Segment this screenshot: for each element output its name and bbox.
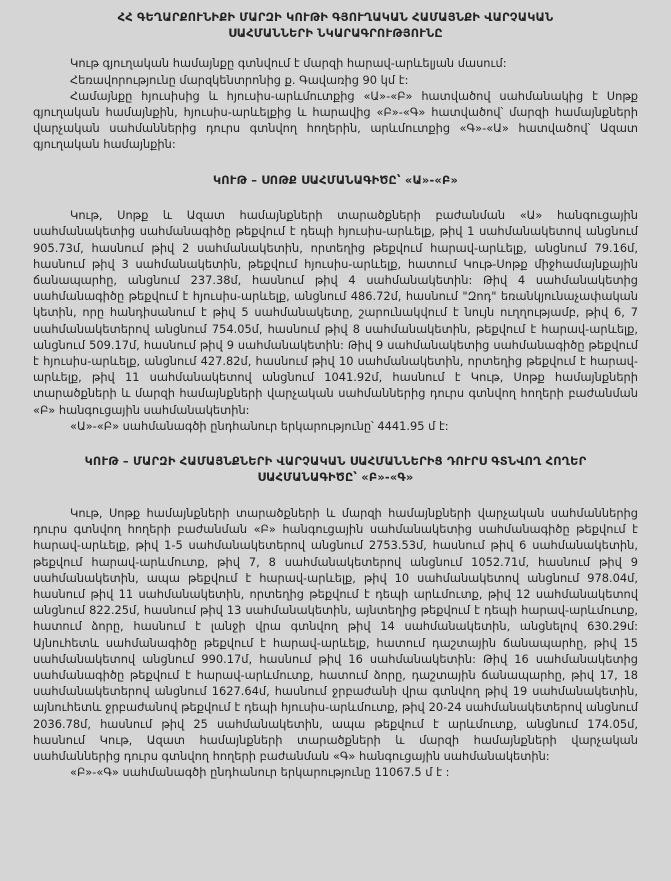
document-title-line1: ՀՀ ԳԵՂԱՐՔՈՒՆԻՔԻ ՄԱՐԶԻ ԿՈՒԹԻ ԳՅՈՒՂԱԿԱՆ ՀԱՄԱՅՆՔԻ ՎԱՐՉԱԿԱՆ [117, 10, 554, 24]
intro-paragraph-neighbors: Համայնքը հյուսիսից և հյուսիս-արևմուտքից «Ա»-«Բ» հատվածով սահմանակից է Սոթք գյուղական համայնքին, հյուսիս-արևելքից և հարավից «Բ»-«Գ» հատվածով՝ մարզի համայնքների վարչական սահմաններից դուրս գտնվող հողերին, արևմուտքից «Գ»-«Ա» հատվածով՝ Ազատ գյուղական համայնքին: [33, 88, 638, 152]
section1-total-length: «Ա»-«Բ» սահմանագծի ընդհանուր երկարությունը՝ 4441.95 մ է: [70, 418, 449, 433]
section1-header: ԿՈՒԹ – ՍՈԹՔ ՍԱՀՄԱՆԱԳԻԾԸ՝ «Ա»-«Բ» [212, 172, 459, 187]
intro-paragraph-distance: Հեռավորությունը մարզկենտրոնից ք. Գավառից 90 կմ է: [70, 72, 409, 87]
document-title-line2: ՍԱՀՄԱՆՆԵՐԻ ՆԿԱՐԱԳՐՈՒԹՅՈՒՆԸ [228, 26, 443, 41]
section2-header: ԿՈՒԹ – ՄԱՐԶԻ ՀԱՄԱՅՆՔՆԵՐԻ ՎԱՐՉԱԿԱՆ ՍԱՀՄԱՆՆԵՐԻՑ ԴՈՒՐՍ ԳՏՆՎՈՂ ՀՈՂԵՐ ՍԱՀՄԱՆԱԳԻԾԸ՝ «Բ»-«Գ» [84, 453, 587, 485]
document-title [33, 9, 638, 41]
section1-body: Կութ, Սոթք և Ազատ համայնքների տարածքների բաժանման «Ա» հանգուցային սահմանակետից սահմանագիծը թեքվում է դեպի հյուսիս-արևելք, թիվ 1 սահմանակետով անցնում 905.73մ, հասնում թիվ 2 սահմանակետին, որտեղից թեքվում հարավ-արևելք, անցնում 79.16մ, հասնում թիվ 3 սահմանակետին, թեքվում հյուսիս-արևելք, հատում Կութ-Սոթք միջհամայնքային ճանապարհը, անցնում 237.38մ, հասնում թիվ 4 սահմանակետին: Թիվ 4 սահմանակետից սահմանագիծը թեքվում է հյուսիս-արևելք, անցնում 486.72մ, հասնում "Զոդ" եռանկյունաչափական կետին, որը հանդիսանում է թիվ 5 սահմանակետը, շարունակվում է նույն ուղղությամբ, թիվ 6, 7 սահմանակետերով անցնում 754.05մ, հասնում թիվ 8 սահմանակետին, թեքվում է հարավ-արևելք, անցնում 509.17մ, հասնում թիվ 9 սահմանակետին: Թիվ 9 սահմանակետից սահմանագիծը թեքվում է հյուսիս-արևելք, անցնում 427.82մ, հասնում թիվ 10 սահմանակետին, որտեղից թեքվում է հարավ-արևելք, թիվ 11 սահմանակետով անցնում 1041.92մ, հասնում է Կութ, Սոթք համայնքների տարածքների և մարզի համայնքների վարչական սահմաններից դուրս գտնվող հողերի բաժանման «Բ» հանգուցային սահմանակետին: [33, 208, 638, 417]
section2-total-length: «Բ»-«Գ» սահմանագծի ընդհանուր երկարությունը 11067.5 մ է : [70, 765, 450, 780]
intro-paragraph-location: Կութ գյուղական համայնքը գտնվում է մարզի հարավ-արևելյան մասում: [70, 56, 507, 71]
section2-body: Կութ, Սոթք համայնքների տարածքների և մարզի համայնքների վարչական սահմաններից դուրս գտնվող հողերի բաժանման «Բ» հանգուցային սահմանակետից սահմանագիծը թեքվում է հարավ-արևելք, թիվ 1-5 սահմանակետերով անցնում 2753.53մ, հասնում թիվ 6 սահմանակետին, թեքվում հարավ-արևմուտք, թիվ 7, 8 սահմանակետերով անցնում 1052.71մ, հասնում թիվ 9 սահմանակետին, ապա թեքվում է հարավ-արևելք, թիվ 10 սահմանակետով անցնում 978.04մ, հասնում թիվ 11 սահմանակետին, որտեղից թեքվում է դեպի արևմուտք, թիվ 12 սահմանակետով անցնում 822.25մ, հասնում թիվ 13 սահմանակետին, այնտեղից թեքվում է դեպի հարավ-արևմուտք, հատում ձորը, հասնում է լանջի վրա գտնվող թիվ 14 սահմանակետին, անցնելով 630.29մ: Այնուհետև սահմանագիծը թեքվում է հարավ-արևելք, հատում դաշտային ճանապարհը, թիվ 15 սահմանակետով անցնում 990.17մ, հասնում թիվ 16 սահմանակետին: Թիվ 16 սահմանակետից սահմանագիծը թեքվում է հարավ-արևմուտք, հատում ձորը, դաշտային ճանապարհը, թիվ 17, 18 սահմանակետերով անցնում 1627.64մ, հասնում ջրբաժանի վրա գտնվող թիվ 19 սահմանակետին, այնուհետև ջրբաժանով թեքվում է դեպի հյուսիս-արևմուտք, թիվ 20-24 սահմանակետերով անցնում 2036.78մ, հասնում թիվ 25 սահմանակետին, ապա թեքվում է արևմուտք, անցնում 174.05մ, հասնում Կութ, Ազատ համայնքների տարածքների և մարզի համայնքների վարչական սահմաններից դուրս գտնվող հողերի բաժանման «Գ» հանգուցային սահմանակետին: [33, 505, 638, 764]
